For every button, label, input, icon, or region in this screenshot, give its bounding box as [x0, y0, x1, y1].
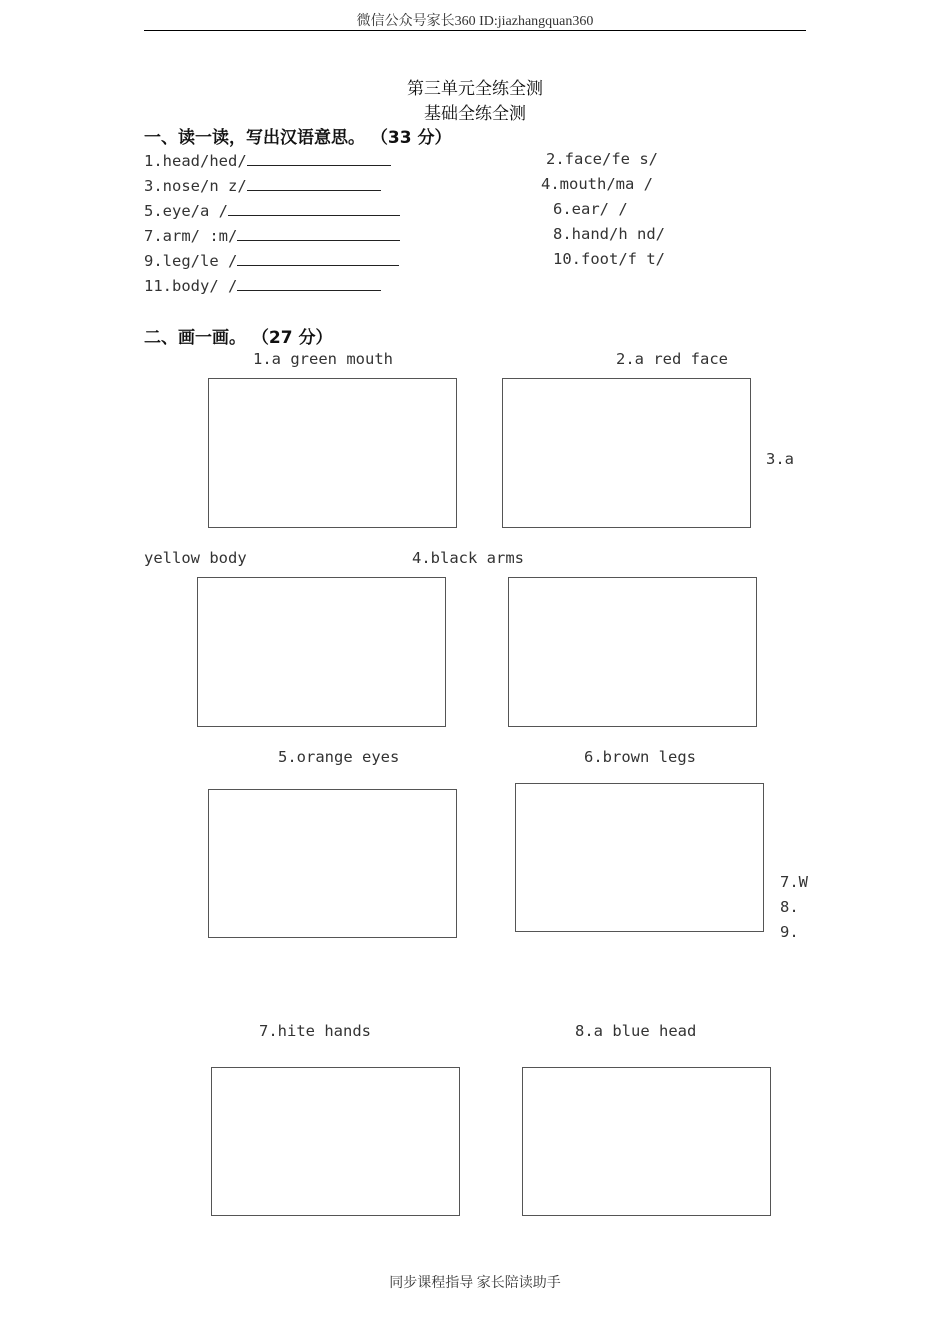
- page-footer: 同步课程指导 家长陪读助手: [389, 1276, 561, 1291]
- vocab-item-text: 11.body/ /: [144, 277, 238, 295]
- vocab-item-1: [144, 150, 391, 170]
- vocab-item-text: 3.nose/n z/: [144, 177, 247, 195]
- vocab-item-5: [144, 200, 400, 220]
- drawing-box-3[interactable]: [197, 577, 446, 727]
- side-label-9: 9.: [780, 923, 799, 941]
- vocab-item-9: [144, 250, 399, 270]
- drawing-label-3-start: 3.a: [766, 450, 794, 468]
- drawing-box-6[interactable]: [515, 783, 764, 932]
- drawing-label-4: 4.black arms: [412, 549, 524, 567]
- vocab-item-text: 6.ear/ /: [553, 200, 628, 218]
- vocab-item-3: [144, 175, 381, 195]
- section-1-score: （33 分）: [370, 128, 452, 148]
- vocab-item-text: 2.face/fe s/: [546, 150, 658, 168]
- vocab-item-7: [144, 225, 400, 245]
- answer-blank[interactable]: [228, 200, 400, 216]
- drawing-label-5: 5.orange eyes: [278, 748, 400, 766]
- drawing-label-6: 6.brown legs: [584, 748, 696, 766]
- vocab-item-text: 8.hand/h nd/: [553, 225, 665, 243]
- vocab-item-10: [553, 250, 665, 268]
- header-divider: [144, 30, 806, 31]
- drawing-label-8: 8.a blue head: [575, 1022, 697, 1040]
- drawing-box-7[interactable]: [211, 1067, 460, 1216]
- section-1-heading: [144, 123, 452, 148]
- drawing-box-1[interactable]: [208, 378, 457, 528]
- vocab-item-text: 4.mouth/ma /: [541, 175, 653, 193]
- answer-blank[interactable]: [247, 150, 391, 166]
- side-label-8: 8.: [780, 898, 799, 916]
- vocab-item-4: [541, 175, 653, 193]
- worksheet-subtitle: 基础全练全测: [424, 104, 526, 124]
- vocab-item-text: 7.arm/ :m/: [144, 227, 238, 245]
- section-1-title: 一、读一读，写出汉语意思。: [144, 128, 365, 148]
- drawing-box-2[interactable]: [502, 378, 751, 528]
- vocab-item-11: [144, 275, 381, 295]
- drawing-box-5[interactable]: [208, 789, 457, 938]
- vocab-item-text: 1.head/hed/: [144, 152, 247, 170]
- answer-blank[interactable]: [237, 250, 399, 266]
- drawing-label-7: 7.hite hands: [259, 1022, 371, 1040]
- vocab-item-6: [553, 200, 628, 218]
- drawing-label-2: 2.a red face: [616, 350, 728, 368]
- answer-blank[interactable]: [247, 175, 381, 191]
- worksheet-title: 第三单元全练全测: [407, 79, 543, 99]
- drawing-box-4[interactable]: [508, 577, 757, 727]
- section-2-score: （27 分）: [251, 328, 333, 348]
- drawing-box-8[interactable]: [522, 1067, 771, 1216]
- section-2-heading: [144, 323, 333, 348]
- section-2-title: 二、画一画。: [144, 328, 246, 348]
- side-label-7: 7.W: [780, 873, 808, 891]
- vocab-item-2: [546, 150, 658, 168]
- vocab-item-8: [553, 225, 665, 243]
- drawing-label-3-end: yellow body: [144, 549, 247, 567]
- drawing-label-1: 1.a green mouth: [253, 350, 393, 368]
- answer-blank[interactable]: [237, 225, 400, 241]
- vocab-item-text: 10.foot/f t/: [553, 250, 665, 268]
- vocab-item-text: 5.eye/a /: [144, 202, 228, 220]
- answer-blank[interactable]: [237, 275, 381, 291]
- vocab-item-text: 9.leg/le /: [144, 252, 238, 270]
- page-header: 微信公众号家长360 ID:jiazhangquan360: [356, 14, 594, 29]
